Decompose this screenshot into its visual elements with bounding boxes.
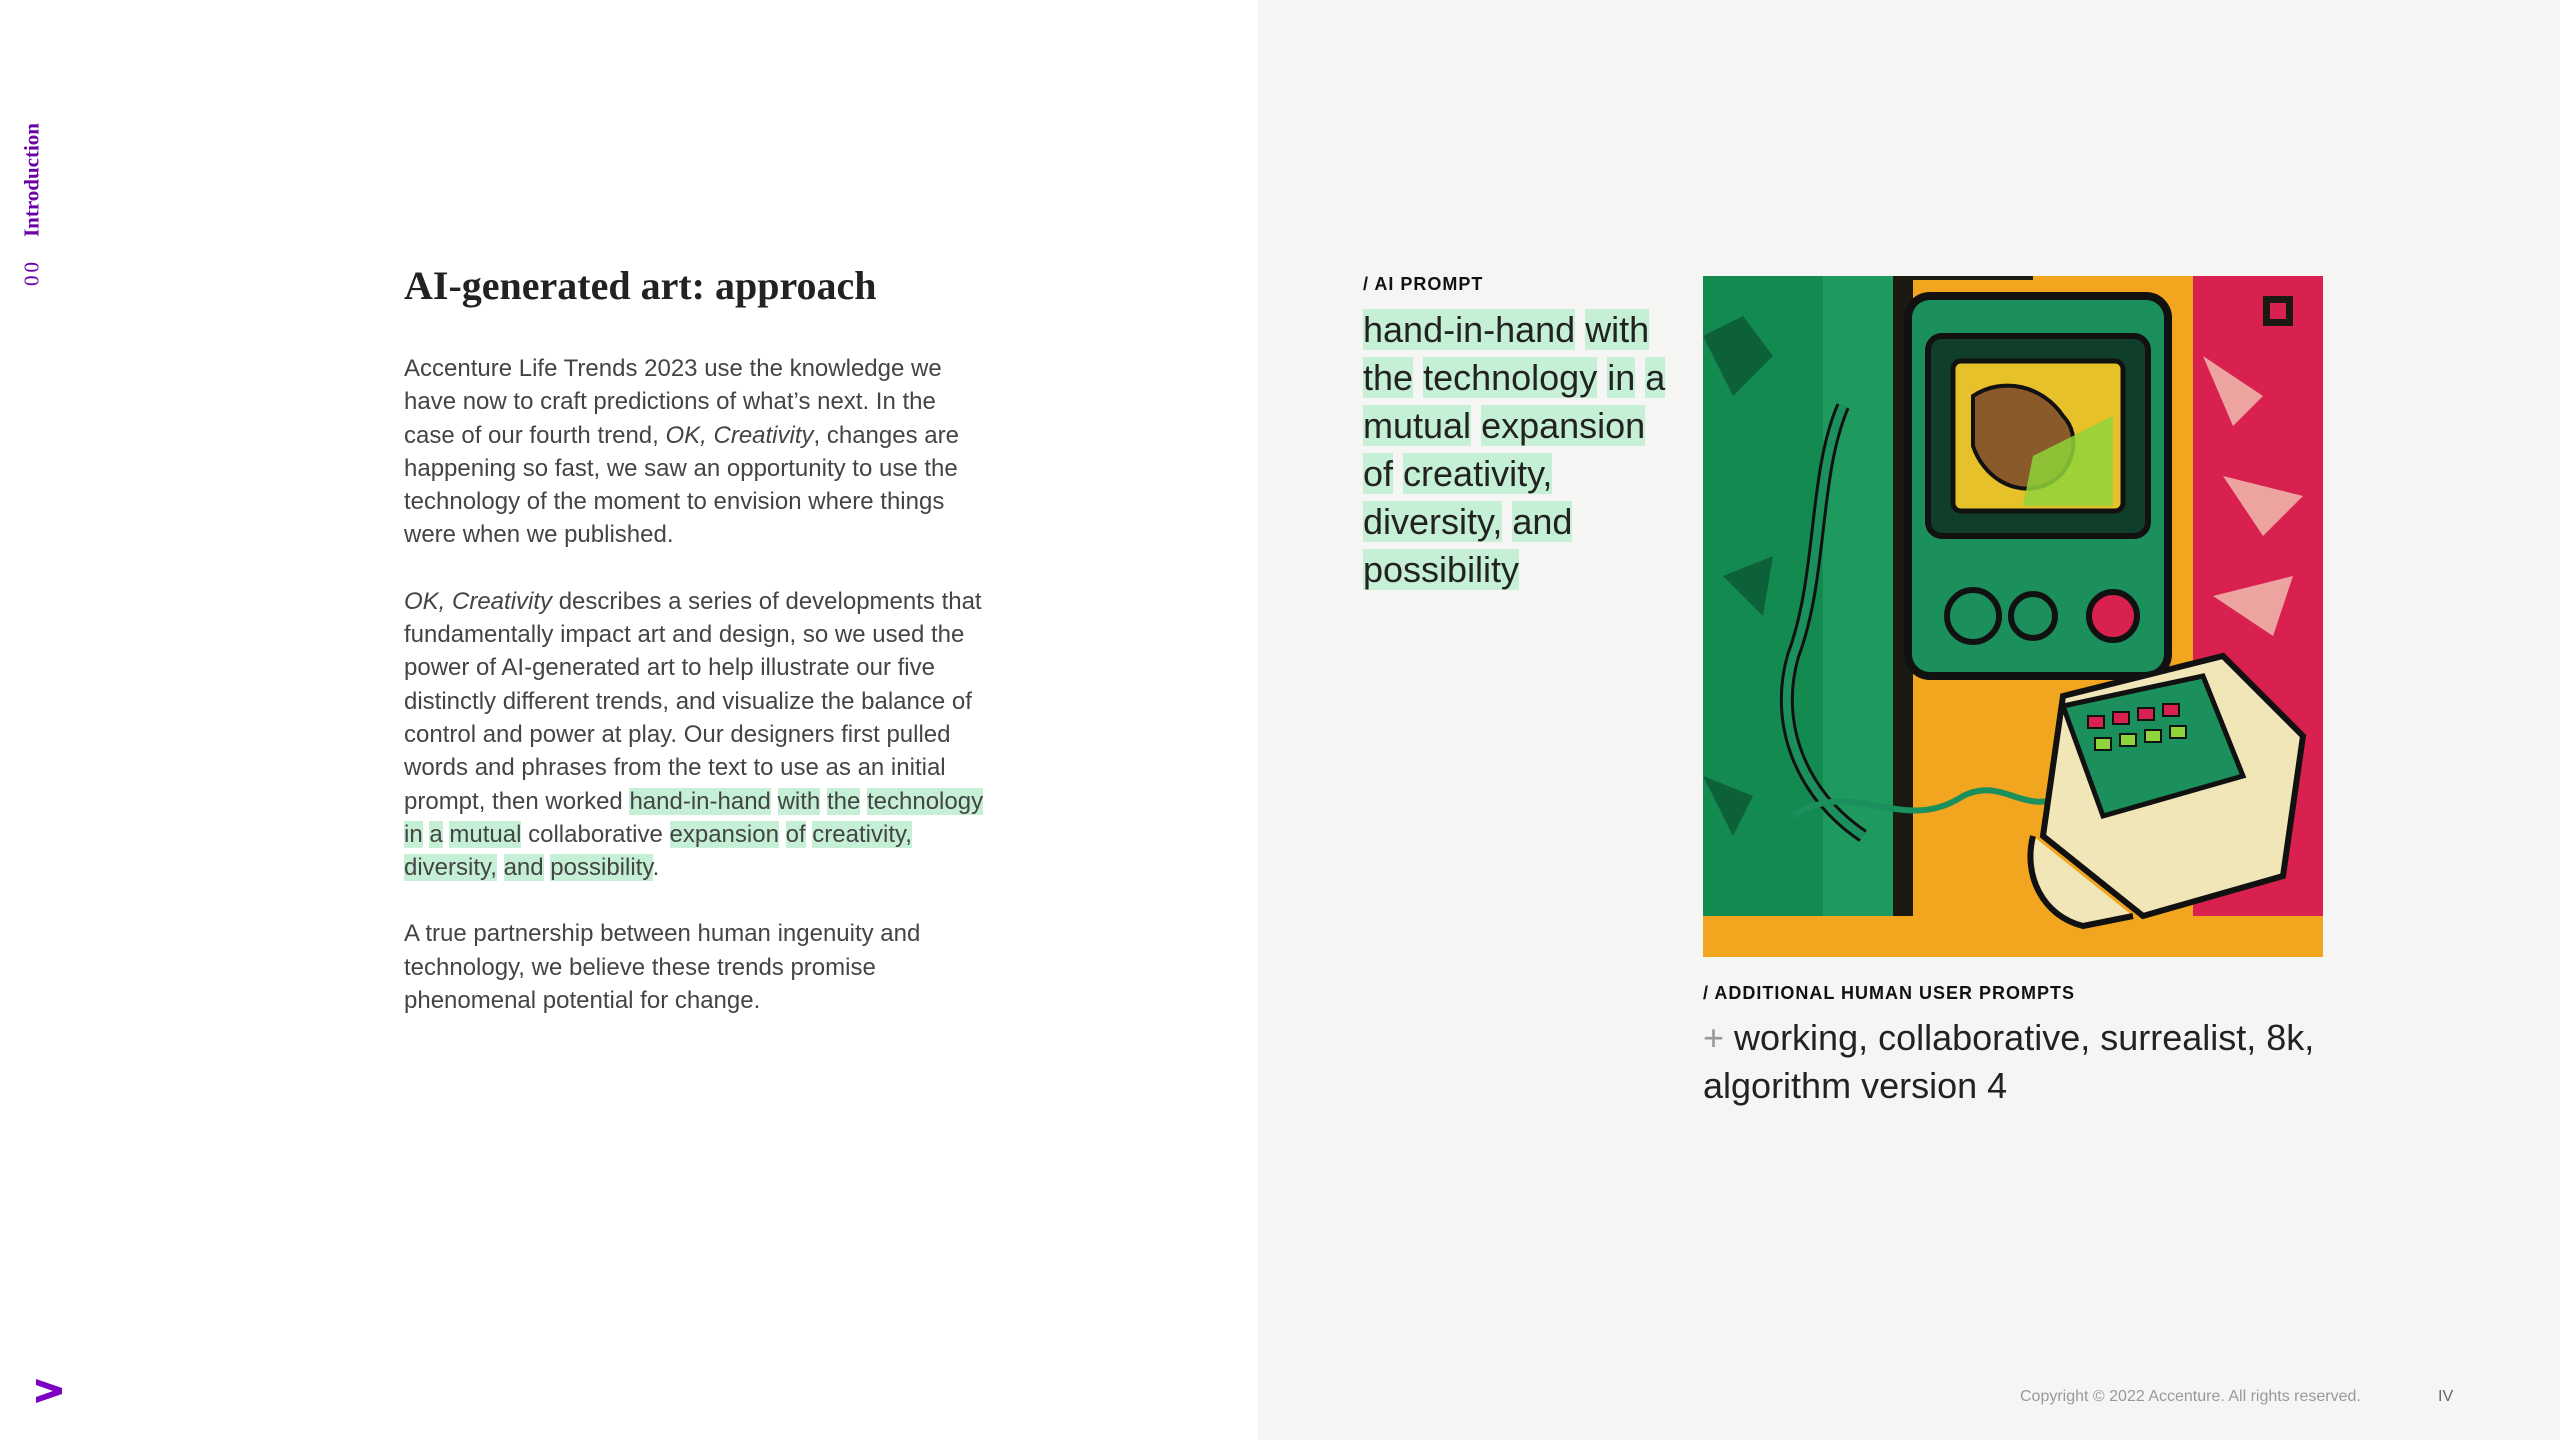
- text-run: [820, 788, 827, 815]
- additional-prompts-value: working, collaborative, surrealist, 8k, algorithm version 4: [1703, 1017, 2315, 1106]
- highlighted-word: technology: [866, 787, 984, 815]
- prompt-word: in: [1607, 357, 1636, 398]
- text-run: A true partnership between human ingenuity and technology, we believe these trends promise phenomenal potential for change.: [404, 920, 921, 1015]
- prompt-word: with: [1585, 309, 1650, 350]
- section-number: 00: [19, 259, 44, 286]
- prompt-word: possibility: [1363, 549, 1520, 590]
- highlighted-word: in: [404, 820, 423, 848]
- additional-prompts-text: [1703, 1014, 2363, 1110]
- paragraph-3: [404, 917, 984, 1017]
- highlighted-word: possibility: [550, 854, 653, 882]
- highlighted-word: and: [503, 854, 544, 882]
- section-title: Introduction: [19, 123, 44, 237]
- prompt-word: hand-in-hand: [1363, 309, 1576, 350]
- ai-prompt-text: [1363, 306, 1673, 594]
- text-run: , changes are happening so fast, we saw an opportunity to use the technology of the moment to envision where things were when we published.: [404, 421, 959, 549]
- text-run: Accenture Life Trends 2023 use the knowledge we have now to craft predictions of what’s next. In the case of our fourth trend,: [404, 355, 942, 449]
- highlighted-word: with: [777, 787, 821, 815]
- highlighted-word: creativity,: [812, 820, 912, 848]
- prompt-word: creativity,: [1403, 453, 1553, 494]
- highlighted-word: hand-in-hand: [629, 787, 771, 815]
- text-run: describes a series of developments that fundamentally impact art and design, so we used the power of AI-generated art to help illustrate our five distinctly different trends, and visualize the balance of control and power at play. Our designers first pulled words and phrases from the text to use as an initial prompt, then worked: [404, 587, 982, 815]
- text-run: collaborative: [521, 820, 670, 848]
- highlighted-word: mutual: [449, 820, 522, 848]
- ai-generated-artwork: [1703, 276, 2323, 957]
- paragraph-2: [404, 585, 984, 885]
- prompt-word: diversity,: [1363, 501, 1503, 542]
- body-text: [404, 352, 984, 1050]
- section-nav[interactable]: [14, 106, 50, 286]
- text-run: [860, 788, 867, 815]
- text-run: [771, 788, 778, 815]
- highlighted-word: expansion: [669, 820, 779, 848]
- text-run: .: [652, 854, 660, 882]
- accenture-logo-icon[interactable]: [34, 1376, 64, 1406]
- highlighted-word: a: [429, 820, 443, 848]
- highlighted-word: the: [826, 787, 861, 815]
- emphasis-text: OK, Creativity: [665, 421, 814, 449]
- prompt-word: and: [1512, 501, 1573, 542]
- paragraph-1: [404, 352, 984, 552]
- prompt-word: expansion: [1481, 405, 1646, 446]
- prompt-word: a: [1645, 357, 1666, 398]
- plus-icon: +: [1703, 1017, 1725, 1058]
- page-heading: AI-generated art: approach: [404, 263, 877, 308]
- copyright-notice: Copyright © 2022 Accenture. All rights reserved.: [2020, 1388, 2361, 1405]
- text-run: [497, 854, 504, 881]
- additional-prompts-label: / ADDITIONAL HUMAN USER PROMPTS: [1703, 983, 2076, 1003]
- text-run: [779, 821, 786, 848]
- ai-prompt-label: / AI PROMPT: [1363, 274, 1484, 294]
- prompt-word: of: [1363, 453, 1394, 494]
- emphasis-text: OK, Creativity: [404, 587, 553, 615]
- prompt-word: mutual: [1363, 405, 1472, 446]
- page-number: IV: [2438, 1388, 2454, 1405]
- prompt-word: the: [1363, 357, 1414, 398]
- highlighted-word: diversity,: [404, 854, 497, 882]
- highlighted-word: of: [785, 820, 806, 848]
- prompt-word: technology: [1423, 357, 1598, 398]
